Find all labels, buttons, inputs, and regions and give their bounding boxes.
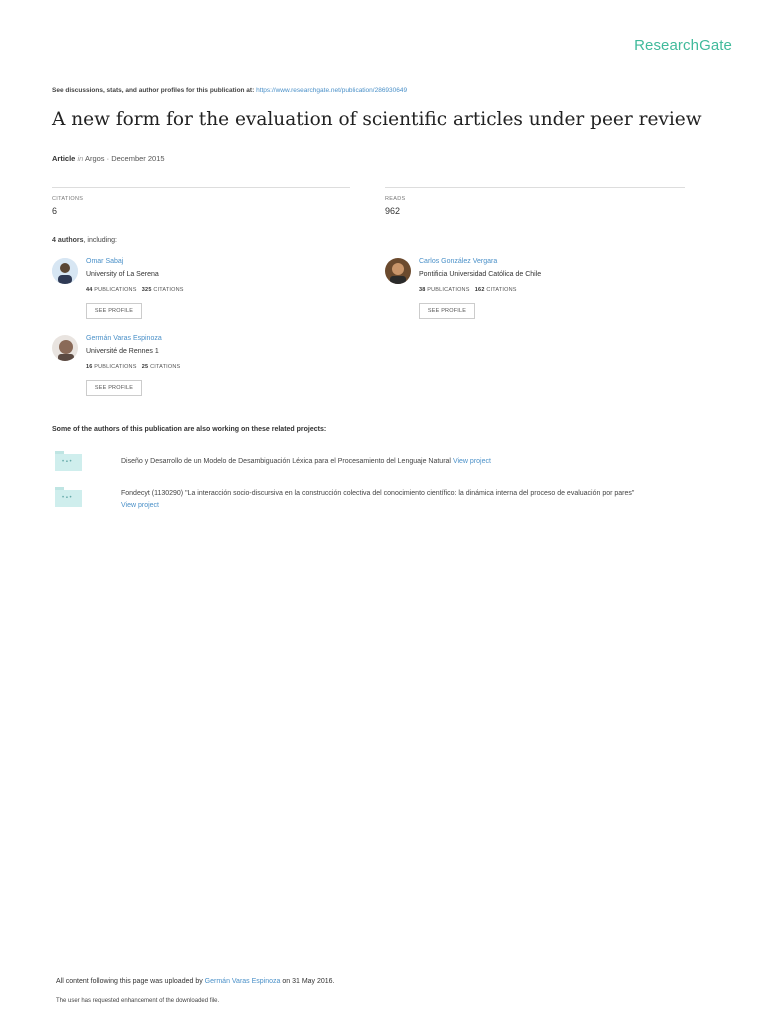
discussion-prefix: See discussions, stats, and author profiles for this publication at: [52,87,255,94]
publication-title: A new form for the evaluation of scientific articles under peer review [52,109,702,130]
see-profile-button[interactable]: SEE PROFILE [86,380,142,396]
venue: Argos · December 2015 [84,154,165,163]
authors-suffix: , including: [83,237,117,244]
citations-count: 25 [141,364,149,370]
publications-label: PUBLICATIONS [94,287,137,293]
citations-label: CITATIONS [486,287,517,293]
project-item [121,488,731,512]
authors-count: 4 authors [52,237,84,244]
author-name-link[interactable]: Omar Sabaj [86,258,124,265]
author-stats [419,287,517,293]
author-stats [86,287,184,293]
citations-label: CITATIONS [52,196,84,202]
view-project-link[interactable]: View project [452,458,491,465]
publication-meta [52,154,165,163]
see-profile-button[interactable]: SEE PROFILE [86,303,142,319]
citations-count: 162 [474,287,485,293]
avatar[interactable] [52,258,78,284]
avatar[interactable] [385,258,411,284]
author-institution: University of La Serena [86,271,159,278]
discussion-line [52,87,407,94]
citations-count: 6 [52,206,58,216]
publications-label: PUBLICATIONS [94,364,137,370]
avatar[interactable] [52,335,78,361]
project-folder-icon[interactable]: • ▪ • [55,490,82,507]
divider [52,187,350,188]
publication-url-link[interactable]: https://www.researchgate.net/publication/286930649 [256,87,408,94]
person-icon [385,258,411,284]
article-type: Article [52,154,76,163]
uploader-link[interactable]: Germán Varas Espinoza [204,978,281,985]
researchgate-logo[interactable]: ResearchGate [634,37,732,54]
publications-count: 16 [86,364,93,370]
person-icon [52,335,78,361]
author-institution: Pontificia Universidad Católica de Chile [419,271,542,278]
citations-label: CITATIONS [150,364,181,370]
reads-label: READS [385,196,406,202]
reads-count: 962 [385,206,401,216]
project-folder-icon[interactable]: • ▪ • [55,454,82,471]
projects-heading: Some of the authors of this publication are also working on these related projects: [52,426,327,433]
author-name-link[interactable]: Germán Varas Espinoza [86,335,162,342]
author-stats [86,364,180,370]
citations-count: 325 [141,287,152,293]
publications-count: 44 [86,287,93,293]
person-icon [52,258,78,284]
citations-label: CITATIONS [153,287,184,293]
upload-note [56,978,335,985]
upload-suffix: on 31 May 2016. [282,978,335,985]
author-name-link[interactable]: Carlos González Vergara [419,258,498,265]
divider [385,187,685,188]
project-title: Fondecyt (1130290) "La interacción socio-discursiva en la construcción colectiva del conocimiento científico: la dinámica interna del proceso de evaluación por pares" [121,490,635,497]
project-title: Diseño y Desarrollo de un Modelo de Desambiguación Léxica para el Procesamiento del Lenguaje Natural [121,458,451,465]
see-profile-button[interactable]: SEE PROFILE [419,303,475,319]
publications-count: 38 [419,287,426,293]
publications-label: PUBLICATIONS [427,287,470,293]
meta-in: in [77,154,84,163]
authors-heading [52,237,117,244]
upload-prefix: All content following this page was uploaded by [56,978,203,985]
enhancement-note: The user has requested enhancement of the downloaded file. [56,998,220,1004]
author-institution: Université de Rennes 1 [86,348,159,355]
view-project-link[interactable]: View project [121,502,160,509]
project-item [121,458,721,465]
